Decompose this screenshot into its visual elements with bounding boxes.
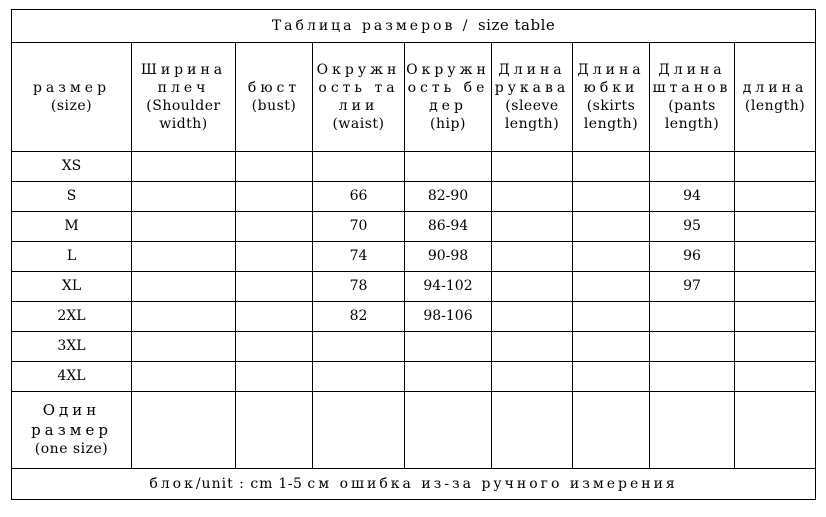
table-cell: [236, 362, 313, 392]
table-cell: [236, 212, 313, 242]
header-row: [12, 43, 816, 152]
table-title-ru: Таблица размеров: [271, 18, 456, 35]
table-cell: [132, 392, 236, 469]
table-row: [12, 272, 816, 302]
table-cell: [236, 242, 313, 272]
column-header-hip-ru: Окружность бедер: [406, 61, 490, 114]
size-cell: XL: [12, 272, 132, 302]
size-cell: L: [12, 242, 132, 272]
size-cell: S: [12, 182, 132, 212]
table-cell: [492, 242, 573, 272]
table-cell: [573, 182, 650, 212]
table-cell: [573, 332, 650, 362]
table-cell: [573, 152, 650, 182]
table-cell: [405, 152, 492, 182]
table-cell: [650, 302, 735, 332]
table-cell: [132, 302, 236, 332]
table-cell: [735, 332, 816, 362]
table-cell: 78: [313, 272, 405, 302]
column-header-length: [735, 43, 816, 152]
table-cell: 90-98: [405, 242, 492, 272]
column-header-hip-en: (hip): [430, 116, 466, 133]
table-cell: [650, 152, 735, 182]
table-cell: [236, 392, 313, 469]
column-header-pants-en: (pants length): [664, 98, 720, 133]
table-cell: [735, 212, 816, 242]
table-cell: [492, 392, 573, 469]
table-title-en: size table: [477, 16, 556, 35]
table-cell: [313, 392, 405, 469]
table-cell: [735, 302, 816, 332]
table-cell: [313, 332, 405, 362]
footer-unit-ru: блок: [149, 475, 196, 492]
footer-note: см ошибка из-за ручного измерения: [307, 475, 678, 492]
size-table: [11, 9, 816, 500]
table-cell: [573, 242, 650, 272]
table-cell: [573, 362, 650, 392]
table-row: [12, 152, 816, 182]
table-cell: [236, 152, 313, 182]
column-header-length-en: (length): [744, 98, 806, 114]
column-header-pants-ru: Длина штанов: [652, 61, 732, 96]
table-cell: [236, 302, 313, 332]
table-cell: 95: [650, 212, 735, 242]
table-row: [12, 212, 816, 242]
table-row: [12, 332, 816, 362]
table-cell: [132, 212, 236, 242]
table-cell: 66: [313, 182, 405, 212]
column-header-waist-en: (waist): [332, 116, 385, 133]
column-header-shoulder: [132, 43, 236, 152]
table-cell: [405, 332, 492, 362]
table-row: [12, 362, 816, 392]
table-cell: [573, 272, 650, 302]
table-cell: [492, 182, 573, 212]
column-header-hip: [405, 43, 492, 152]
table-cell: [650, 392, 735, 469]
size-cell: 3XL: [12, 332, 132, 362]
table-cell: [492, 212, 573, 242]
table-cell: [313, 152, 405, 182]
one-size-row: [12, 392, 816, 469]
table-cell: [650, 362, 735, 392]
one-size-label-ru: Один размер: [31, 401, 112, 439]
table-cell: [573, 302, 650, 332]
column-header-skirt-en: (skirts length): [583, 98, 639, 133]
table-cell: [735, 272, 816, 302]
table-row: [12, 302, 816, 332]
table-cell: [405, 362, 492, 392]
one-size-label-en: (one size): [34, 441, 109, 458]
table-cell: [132, 272, 236, 302]
column-header-bust-en: (bust): [251, 98, 297, 114]
size-table-frame: [11, 9, 815, 503]
column-header-size: [12, 43, 132, 152]
column-header-length-ru: длина: [742, 79, 808, 96]
table-cell: 94-102: [405, 272, 492, 302]
table-footer: [12, 469, 816, 500]
size-cell: M: [12, 212, 132, 242]
table-cell: [132, 332, 236, 362]
column-header-bust: [236, 43, 313, 152]
table-cell: [492, 332, 573, 362]
table-cell: [236, 272, 313, 302]
footer-tolerance: 1-5: [273, 475, 308, 492]
column-header-shoulder-ru: Ширина плеч: [140, 61, 227, 96]
table-row: [12, 242, 816, 272]
column-header-shoulder-en: (Shoulder width): [146, 98, 221, 133]
column-header-sleeve-en: (sleeve length): [504, 98, 560, 133]
table-cell: [313, 362, 405, 392]
column-header-waist: [313, 43, 405, 152]
table-cell: [492, 302, 573, 332]
table-cell: 82: [313, 302, 405, 332]
column-header-skirt: [573, 43, 650, 152]
table-title-separator: /: [455, 18, 478, 35]
table-cell: [132, 182, 236, 212]
column-header-size-ru: размер: [32, 79, 111, 96]
table-cell: [236, 332, 313, 362]
table-body: [12, 152, 816, 392]
table-cell: [492, 272, 573, 302]
column-header-sleeve-ru: Длина рукава: [494, 61, 570, 96]
column-header-pants: [650, 43, 735, 152]
table-cell: [492, 362, 573, 392]
size-cell: 2XL: [12, 302, 132, 332]
table-cell: [735, 242, 816, 272]
table-cell: [492, 152, 573, 182]
size-cell: XS: [12, 152, 132, 182]
table-cell: [573, 392, 650, 469]
table-cell: [236, 182, 313, 212]
column-header-skirt-ru: Длина юбки: [577, 61, 645, 96]
table-cell: 86-94: [405, 212, 492, 242]
table-cell: 82-90: [405, 182, 492, 212]
table-title: [12, 10, 816, 43]
table-cell: [735, 362, 816, 392]
size-cell: 4XL: [12, 362, 132, 392]
table-cell: [650, 332, 735, 362]
table-cell: [132, 242, 236, 272]
table-cell: 74: [313, 242, 405, 272]
footer-unit-en: /unit : cm: [195, 475, 274, 492]
column-header-sleeve: [492, 43, 573, 152]
column-header-bust-ru: бюст: [247, 79, 301, 96]
table-cell: [405, 392, 492, 469]
one-size-label: [12, 392, 132, 469]
table-cell: [735, 152, 816, 182]
table-cell: 94: [650, 182, 735, 212]
table-cell: [735, 392, 816, 469]
table-cell: [132, 152, 236, 182]
table-cell: 70: [313, 212, 405, 242]
table-cell: [735, 182, 816, 212]
table-cell: [573, 212, 650, 242]
table-cell: 96: [650, 242, 735, 272]
table-cell: [132, 362, 236, 392]
column-header-size-en: (size): [50, 98, 93, 114]
table-cell: 98-106: [405, 302, 492, 332]
column-header-waist-ru: Окружность талии: [316, 61, 401, 114]
table-row: [12, 182, 816, 212]
table-cell: 97: [650, 272, 735, 302]
